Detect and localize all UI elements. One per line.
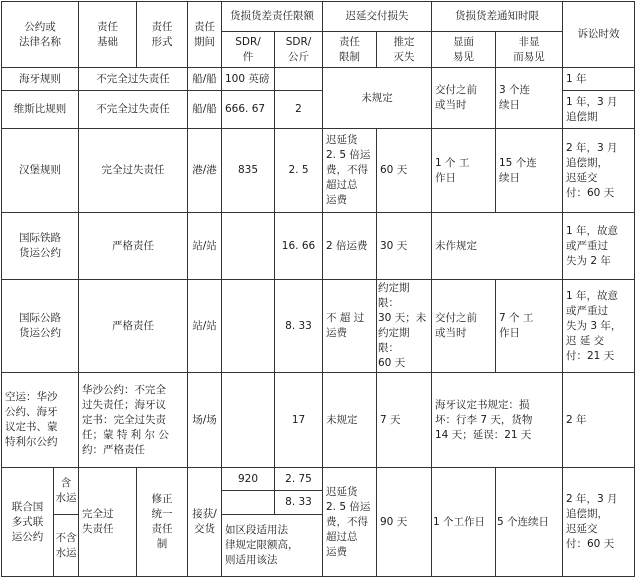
visby-period: 船/船 bbox=[188, 91, 222, 129]
header-delay-limit: 责任 限制 bbox=[323, 32, 377, 68]
cmr-period: 站/站 bbox=[188, 280, 222, 373]
air-presumed-loss: 7 天 bbox=[377, 373, 432, 468]
multimodal-per-kg-water: 2. 75 bbox=[275, 468, 323, 491]
cim-delay-limit: 2 倍运费 bbox=[323, 213, 377, 280]
cim-name: 国际铁路 货运公约 bbox=[2, 213, 79, 280]
row-air bbox=[2, 373, 635, 468]
cmr-per-kg: 8. 33 bbox=[275, 280, 323, 373]
header-loss-limit: 货损货差责任限额 bbox=[222, 2, 323, 32]
hague-per-kg bbox=[275, 68, 323, 91]
multimodal-limitation: 2 年，3 月 追偿期， 迟延交 付：60 天 bbox=[563, 468, 635, 577]
multimodal-per-piece-water: 920 bbox=[222, 468, 275, 491]
air-per-piece bbox=[222, 373, 275, 468]
cim-period: 站/站 bbox=[188, 213, 222, 280]
hamburg-delay-limit: 迟延货 2. 5 倍运 费，不得 超过总 运费 bbox=[323, 129, 377, 213]
row-hamburg bbox=[2, 129, 635, 213]
cim-per-kg: 16. 66 bbox=[275, 213, 323, 280]
header-convention: 公约或 法律名称 bbox=[2, 2, 79, 68]
header-presumed-loss: 推定 灭失 bbox=[377, 32, 432, 68]
hague-period: 船/船 bbox=[188, 68, 222, 91]
air-basis: 华沙公约：不完全 过失责任；海牙议 定书：完全过失责 任；蒙 特 利 尔 公 约：严格责任 bbox=[79, 373, 188, 468]
header-non-apparent: 非显 而易见 bbox=[496, 32, 563, 68]
multimodal-basis: 完全过 失责任 bbox=[79, 468, 137, 577]
row-multimodal bbox=[2, 468, 635, 491]
hamburg-limitation: 2 年，3 月 追偿期， 迟延交 付：60 天 bbox=[563, 129, 635, 213]
multimodal-note: 如区段适用法 律规定限额高， 则适用该法 bbox=[222, 515, 323, 577]
visby-per-piece: 666. 67 bbox=[222, 91, 275, 129]
convention-comparison-table bbox=[1, 1, 635, 577]
multimodal-per-piece-blank bbox=[222, 491, 275, 515]
cmr-non-apparent: 7 个 工 作日 bbox=[496, 280, 563, 373]
header-limitation: 诉讼时效 bbox=[563, 2, 635, 68]
hague-visby-non-apparent: 3 个连 续日 bbox=[496, 68, 563, 129]
cmr-apparent: 交付之前 或当时 bbox=[432, 280, 496, 373]
multimodal-apparent: 1 个工作日 bbox=[432, 468, 496, 577]
multimodal-form: 修正 统一 责任 制 bbox=[137, 468, 188, 577]
cmr-name: 国际公路 货运公约 bbox=[2, 280, 79, 373]
header-form: 责任 形式 bbox=[137, 2, 188, 68]
header-basis: 责任 基础 bbox=[79, 2, 137, 68]
hamburg-non-apparent: 15 个连 续日 bbox=[496, 129, 563, 213]
header-notice: 货损货差通知时限 bbox=[432, 2, 563, 32]
header-apparent: 显面 易见 bbox=[432, 32, 496, 68]
air-name: 空运：华沙 公约、海牙 议定书、蒙 特利尔公约 bbox=[2, 373, 79, 468]
hamburg-basis: 完全过失责任 bbox=[79, 129, 188, 213]
hague-per-piece: 100 英磅 bbox=[222, 68, 275, 91]
header-per-kg: SDR/ 公斤 bbox=[275, 32, 323, 68]
multimodal-presumed-loss: 90 天 bbox=[377, 468, 432, 577]
cmr-limitation: 1 年，故意 或严重过 失为 3 年， 迟 延 交 付：21 天 bbox=[563, 280, 635, 373]
hague-basis: 不完全过失责任 bbox=[79, 68, 188, 91]
row-hague bbox=[2, 68, 635, 91]
multimodal-period: 接获/ 交货 bbox=[188, 468, 222, 577]
hamburg-per-kg: 2. 5 bbox=[275, 129, 323, 213]
cmr-presumed-loss: 约定期限： 30 天；未 约定期限： 60 天 bbox=[377, 280, 432, 373]
cmr-basis: 严格责任 bbox=[79, 280, 188, 373]
header-per-piece: SDR/ 件 bbox=[222, 32, 275, 68]
multimodal-non-apparent: 5 个连续日 bbox=[496, 468, 563, 577]
multimodal-per-kg-no-water: 8. 33 bbox=[275, 491, 323, 515]
hamburg-apparent: 1 个 工 作日 bbox=[432, 129, 496, 213]
air-delay-limit: 未规定 bbox=[323, 373, 377, 468]
row-cmr bbox=[2, 280, 635, 373]
hague-limitation: 1 年 bbox=[563, 68, 635, 91]
air-period: 场/场 bbox=[188, 373, 222, 468]
visby-per-kg: 2 bbox=[275, 91, 323, 129]
header-period: 责任 期间 bbox=[188, 2, 222, 68]
cmr-delay-limit: 不 超 过 运费 bbox=[323, 280, 377, 373]
header-row-top bbox=[2, 2, 635, 32]
cim-limitation: 1 年，故意 或严重过 失为 2 年 bbox=[563, 213, 635, 280]
row-cim bbox=[2, 213, 635, 280]
cim-per-piece bbox=[222, 213, 275, 280]
hamburg-per-piece: 835 bbox=[222, 129, 275, 213]
hague-name: 海牙规则 bbox=[2, 68, 79, 91]
hamburg-period: 港/港 bbox=[188, 129, 222, 213]
multimodal-with-water: 含 水运 bbox=[54, 468, 79, 515]
air-per-kg: 17 bbox=[275, 373, 323, 468]
header-delay: 迟延交付损失 bbox=[323, 2, 432, 32]
cim-notice: 未作规定 bbox=[432, 213, 563, 280]
cim-presumed-loss: 30 天 bbox=[377, 213, 432, 280]
hamburg-presumed-loss: 60 天 bbox=[377, 129, 432, 213]
hague-visby-apparent: 交付之前 或当时 bbox=[432, 68, 496, 129]
hague-visby-delay: 未规定 bbox=[323, 68, 432, 129]
air-limitation: 2 年 bbox=[563, 373, 635, 468]
multimodal-delay-limit: 迟延货 2. 5 倍运 费，不得 超过总 运费 bbox=[323, 468, 377, 577]
air-notice: 海牙议定书规定：损 坏：行李 7 天，货物 14 天；延误：21 天 bbox=[432, 373, 563, 468]
multimodal-name: 联合国 多式联 运公约 bbox=[2, 468, 54, 577]
visby-limitation: 1 年，3 月 追偿期 bbox=[563, 91, 635, 129]
cmr-per-piece bbox=[222, 280, 275, 373]
cim-basis: 严格责任 bbox=[79, 213, 188, 280]
multimodal-without-water: 不含 水运 bbox=[54, 515, 79, 577]
visby-basis: 不完全过失责任 bbox=[79, 91, 188, 129]
visby-name: 维斯比规则 bbox=[2, 91, 79, 129]
hamburg-name: 汉堡规则 bbox=[2, 129, 79, 213]
